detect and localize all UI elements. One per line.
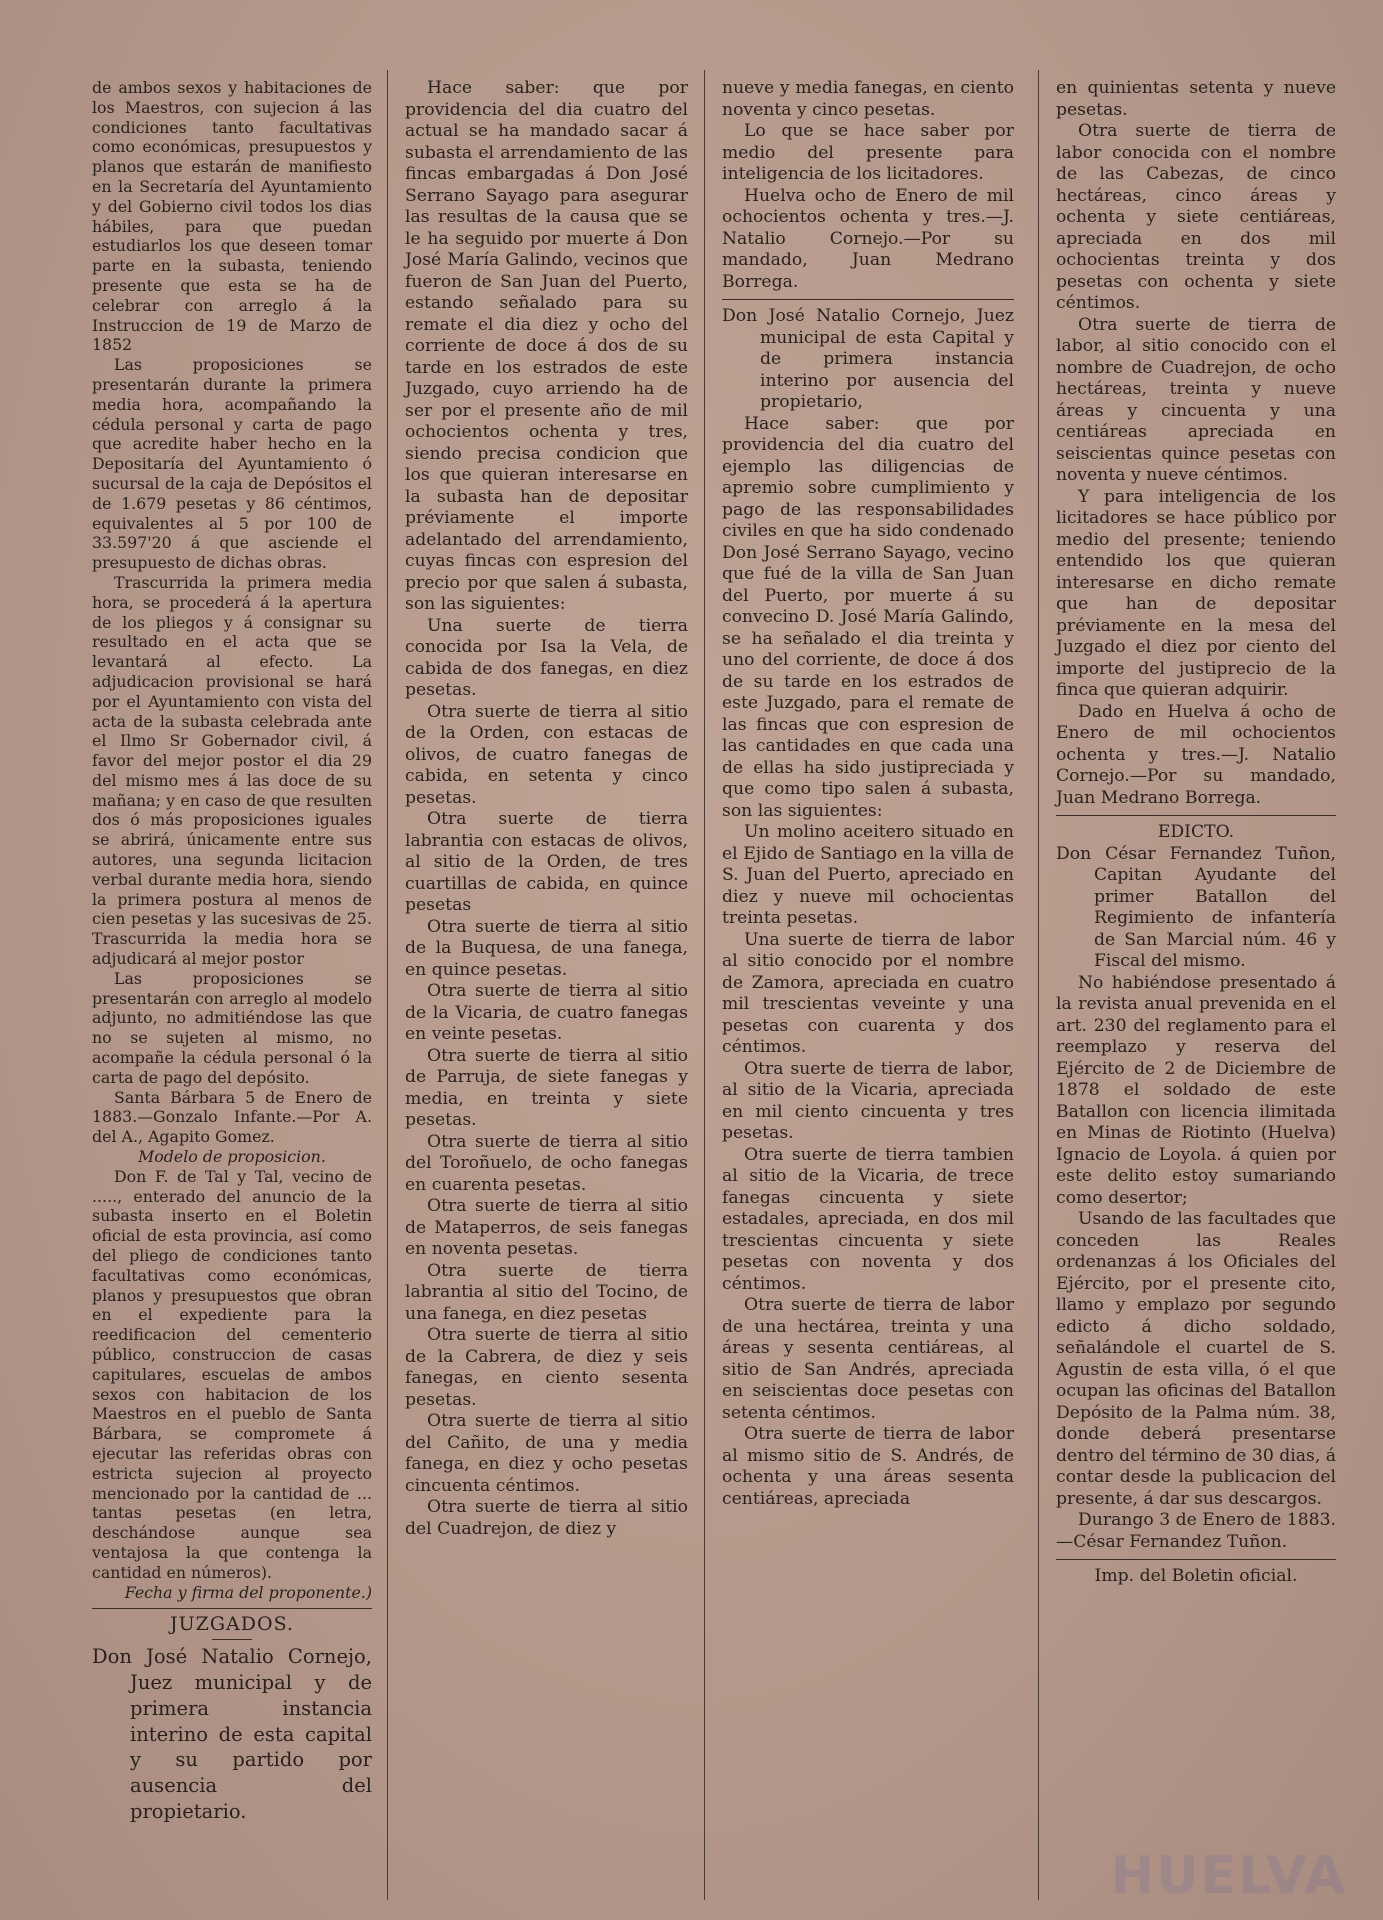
column-rule-2 xyxy=(704,70,705,1900)
paragraph: Lo que se hace saber por medio del presente para inteligencia de los licitadores. xyxy=(722,121,1014,184)
paragraph: Otra suerte de tierra de labor al mismo sitio de S. Andrés, de ochenta y una áreas sesenta centiáreas, apreciada xyxy=(722,1424,1014,1509)
paragraph: Una suerte de tierra conocida por Isa la Vela, de cabida de dos fanegas, en diez pesetas. xyxy=(405,615,688,700)
paragraph: Un molino aceitero situado en el Ejido de Santiago en la villa de S. Juan del Puerto, apreciado en diez y nueve mil ochocientas treinta pesetas. xyxy=(722,822,1014,928)
paragraph: Huelva ocho de Enero de mil ochocientos ochenta y tres.—J. Natalio Cornejo.—Por su mandado, Juan Medrano Borrega. xyxy=(722,185,1014,292)
divider xyxy=(1056,815,1336,816)
paragraph: nueve y media fanegas, en ciento noventa y cinco pesetas. xyxy=(722,78,1014,120)
paragraph: Don José Natalio Cornejo, Juez municipal de esta Capital y de primera instancia interino por ausencia del propietario, xyxy=(722,306,1014,412)
paragraph: Otra suerte de tierra al sitio de Mataperros, de seis fanegas en noventa pesetas. xyxy=(405,1196,688,1259)
column-4 xyxy=(1056,78,1336,1588)
paragraph: Otra suerte de tierra de labor, al sitio de la Vicaria, apreciada en mil ciento cincuenta y tres pesetas. xyxy=(722,1058,1014,1143)
paragraph: Usando de las facultades que conceden las Reales ordenanzas á los Oficiales del Ejército, por el presente cito, llamo y emplazo por segundo edicto á dicho soldado, señalándole el cuartel de S. Agustin de esta villa, ó el que ocupan las oficinas del Batallon Depósito de la Palma núm. 38, donde deberá presentarse dentro del término de 30 dias, á contar desde la publicacion del presente, á dar sus descargos. xyxy=(1056,1209,1336,1509)
paragraph: Trascurrida la primera media hora, se procederá á la apertura de los pliegos y á consignar su resultado en el acta que se levantará al efecto. La adjudicacion provisional se hará por el Ayuntamiento con vista del acta de la subasta celebrada ante el Ilmo Sr Gobernador civil, á favor del mejor postor el dia 29 del mismo mes á las doce de su mañana; y en caso de que resulten dos ó más proposiciones iguales se abrirá, únicamente entre sus autores, una segunda licitacion verbal durante media hora, siendo la primera postura al menos de cien pesetas y las sucesivas de 25. Trascurrida la media hora se adjudicará al mejor postor xyxy=(92,572,372,969)
paragraph: Santa Bárbara 5 de Enero de 1883.—Gonzalo Infante.—Por A. del A., Agapito Gomez. xyxy=(92,1087,372,1147)
paragraph: Otra suerte de tierra labrantia al sitio del Tocino, de una fanega, en diez pesetas xyxy=(405,1260,688,1324)
archive-watermark: HUELVA xyxy=(1110,1846,1347,1906)
model-title: Modelo de proposicion. xyxy=(138,1147,326,1167)
paragraph: Una suerte de tierra de labor al sitio conocido por el nombre de Zamora, apreciada en cuatro mil trescientas veveinte y una pesetas con cuarenta y dos céntimos. xyxy=(722,929,1014,1057)
paragraph: Otra suerte de tierra al sitio de Parruja, de siete fanegas y media, en treinta y siete pesetas. xyxy=(405,1045,688,1130)
paragraph: Otra suerte de tierra al sitio del Toroñuelo, de ocho fanegas en cuarenta pesetas. xyxy=(405,1131,688,1195)
paragraph: Don F. de Tal y Tal, vecino de ....., enterado del anuncio de la subasta inserto en el Boletin oficial de esta provincia, así como del pliego de condiciones tanto facultativas como económicas, planos y presupuestos que obran en el expediente para la reedificacion del cementerio público, construccion de casas capitulares, escuelas de ambos sexos con habitacion de los Maestros en el pueblo de Santa Bárbara, se compromete á ejecutar las referidas obras con estricta sujecion al proyecto mencionado por la cantidad de ... tantas pesetas (en letra, deschándose aunque sea ventajosa la que contenga la cantidad en números). xyxy=(92,1166,372,1582)
paragraph: Y para inteligencia de los licitadores se hace público por medio del presente; teniendo entendido los que quieran interesarse en dicho remate que han de depositar préviamente en la mesa del Juzgado el diez por ciento del importe del justiprecio de la finca que quieran adquirir. xyxy=(1056,486,1336,700)
paragraph: Otra suerte de tierra de labor de una hectárea, treinta y una áreas y sesenta centiáreas, al sitio de San Andrés, apreciada en seiscientas doce pesetas con setenta céntimos. xyxy=(722,1295,1014,1423)
paragraph: Hace saber: que por providencia del dia cuatro del ejemplo las diligencias de apremio sobre cumplimiento y pago de las responsabilidades civiles en que ha sido condenado Don José Serrano Sayago, vecino que fué de la villa de San Juan del Puerto, por muerte á su convecino D. José María Galindo, se ha señalado el dia treinta y uno del corriente, de doce á dos de su tarde en los estrados de este Juzgado, para el remate de las fincas que con espresion de las cantidades en que cada una de ellas ha sido justipreciada y que como tipo salen á subasta, son las siguientes: xyxy=(722,413,1014,821)
paragraph: Las proposiciones se presentarán con arreglo al modelo adjunto, no admitiéndose las que no se sujeten al mismo, no acompañe la cédula personal ó la carta de pago del depósito. xyxy=(92,968,372,1087)
paragraph: Otra suerte de tierra al sitio del Cuadrejon, de diez y xyxy=(405,1497,688,1539)
divider xyxy=(722,299,1014,300)
column-1 xyxy=(92,78,372,1825)
paragraph: Dado en Huelva á ocho de Enero de mil ochocientos ochenta y tres.—J. Natalio Cornejo.—Por su mandado, Juan Medrano Borrega. xyxy=(1056,701,1336,808)
paragraph: Las proposiciones se presentarán durante la primera media hora, acompañando la cédula personal y carta de pago que acredite haber hecho en la Depositaría del Ayuntamiento ó sucursal de la caja de Depósitos el de 1.679 pesetas y 86 céntimos, equivalentes al 5 por 100 de 33.597'20 á que asciende el presupuesto de dichas obras. xyxy=(92,355,372,573)
paragraph: Otra suerte de tierra al sitio del Cañito, de una y media fanega, en diez y ocho pesetas cincuenta céntimos. xyxy=(405,1411,688,1496)
paragraph: Otra suerte de tierra de labor conocida con el nombre de las Cabezas, de cinco hectáreas, cinco áreas y ochenta y siete centiáreas, apreciada en dos mil ochocientas treinta y dos pesetas con ochenta y siete céntimos. xyxy=(1056,121,1336,313)
signature-line: Fecha y firma del proponente.) xyxy=(124,1582,372,1602)
paragraph: Otra suerte de tierra al sitio de la Vicaria, de cuatro fanegas en veinte pesetas. xyxy=(405,981,688,1044)
paragraph: Otra suerte de tierra tambien al sitio de la Vicaria, de trece fanegas cincuenta y siete estadales, apreciada, en dos mil trescientas cincuenta y siete pesetas con noventa y dos céntimos. xyxy=(722,1144,1014,1294)
paragraph: en quinientas setenta y nueve pesetas. xyxy=(1056,78,1336,120)
divider xyxy=(212,1639,252,1640)
paragraph: No habiéndose presentado á la revista anual prevenida en el art. 230 del reglamento para el reemplazo y reserva del Ejército de 2 de Diciembre de 1878 el soldado de este Batallon con licencia ilimitada en Minas de Riotinto (Huelva) Ignacio de Loyola. á quien por este delito estoy sumariando como desertor; xyxy=(1056,972,1336,1208)
paragraph: Otra suerte de tierra labrantia con estacas de olivos, al sitio de la Orden, de tres cuartillas de cabida, en quince pesetas xyxy=(405,809,688,915)
column-2 xyxy=(405,78,688,1540)
column-3 xyxy=(722,78,1014,1510)
paragraph: Otra suerte de tierra de labor, al sitio conocido con el nombre de Cuadrejon, de ocho hectáreas, treinta y nueve áreas y cincuenta y una centiáreas apreciada en seiscientas quince pesetas con noventa y nueve céntimos. xyxy=(1056,314,1336,485)
divider xyxy=(92,1608,372,1609)
edict-title: EDICTO. xyxy=(1157,822,1235,842)
paragraph: Otra suerte de tierra al sitio de la Orden, con estacas de olivos, de cuatro fanegas de cabida, en setenta y cinco pesetas. xyxy=(405,701,688,808)
divider xyxy=(1056,1559,1336,1560)
section-title: JUZGADOS. xyxy=(170,1613,294,1636)
paragraph: Don José Natalio Cornejo, Juez municipal y de primera instancia interino de esta capital y su partido por ausencia del propietario. xyxy=(92,1645,372,1823)
paragraph: de ambos sexos y habitaciones de los Maestros, con sujecion á las condiciones tanto facultativas como económicas, presupuestos y planos que estarán de manifiesto en la Secretaría del Ayuntamiento y del Gobierno civil todos los dias hábiles, para que puedan estudiarlos los que deseen tomar parte en la subasta, teniendo presente que esta se ha de celebrar con arreglo á la Instruccion de 19 de Marzo de 1852 xyxy=(92,78,372,355)
imprint: Imp. del Boletin oficial. xyxy=(1094,1566,1298,1586)
paragraph: Otra suerte de tierra al sitio de la Cabrera, de diez y seis fanegas, en ciento sesenta pesetas. xyxy=(405,1325,688,1410)
paragraph: Don César Fernandez Tuñon, Capitan Ayudante del primer Batallon del Regimiento de infantería de San Marcial núm. 46 y Fiscal del mismo. xyxy=(1056,843,1336,971)
paragraph: Durango 3 de Enero de 1883.—César Fernandez Tuñon. xyxy=(1056,1510,1336,1552)
paragraph: Otra suerte de tierra al sitio de la Buquesa, de una fanega, en quince pesetas. xyxy=(405,916,688,980)
column-rule-1 xyxy=(387,70,388,1900)
column-rule-3 xyxy=(1038,70,1039,1900)
paragraph: Hace saber: que por providencia del dia cuatro del actual se ha mandado sacar á subasta el arrendamiento de las fincas embargadas á Don José Serrano Sayago para asegurar las resultas de la causa que se le ha seguido por muerte á Don José María Galindo, vecinos que fueron de San Juan del Puerto, estando señalado para su remate el dia diez y ocho del corriente de doce á dos de su tarde en los estrados de este Juzgado, cuyo arriendo ha de ser por el presente año de mil ochocientos ochenta y tres, siendo precisa condicion que los que quieran interesarse en la subasta han de depositar préviamente el importe adelantado del arrendamiento, cuyas fincas con espresion del precio por que salen á subasta, son las siguientes: xyxy=(405,78,688,614)
